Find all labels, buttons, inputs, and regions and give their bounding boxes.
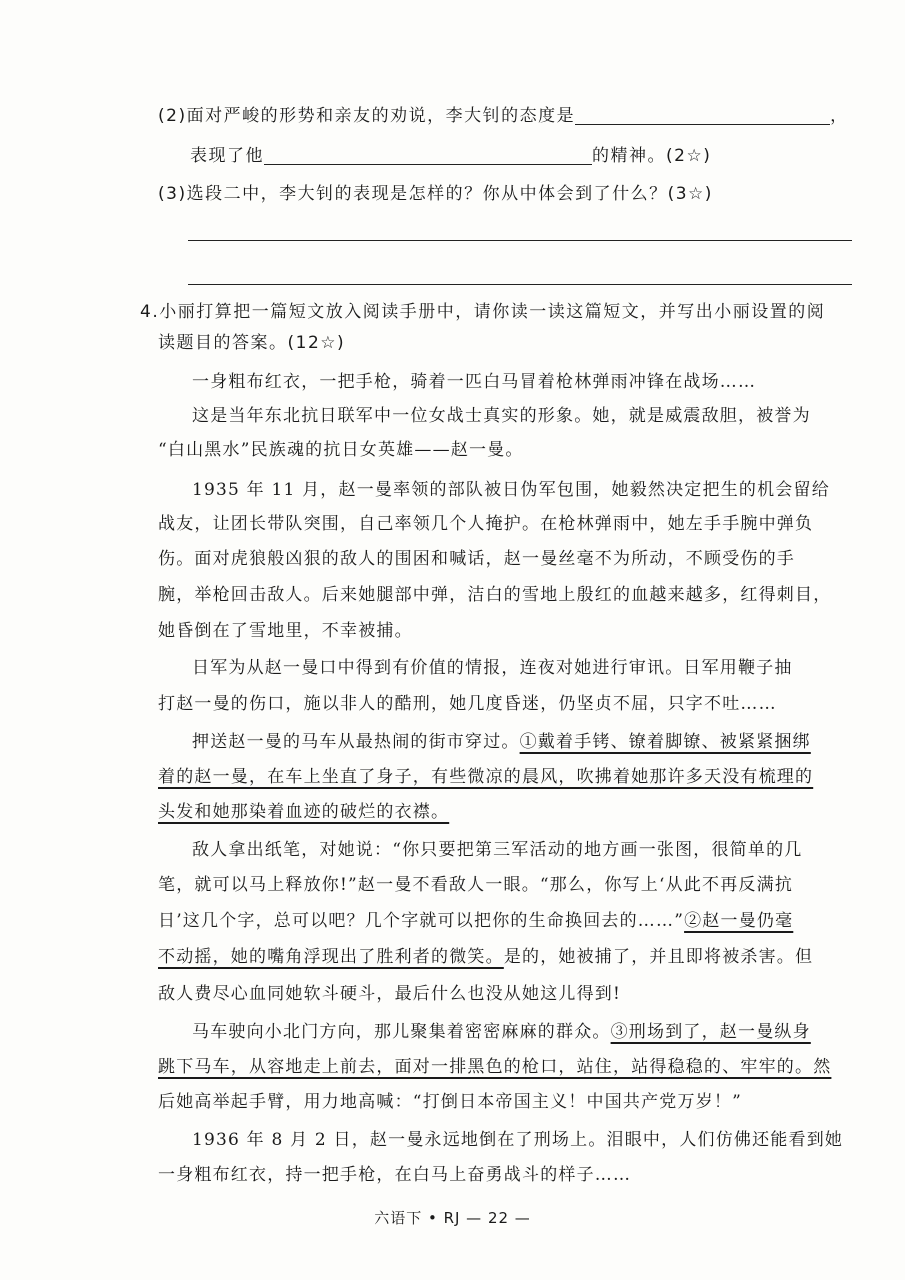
question-4-prompt-line-1: 4.小丽打算把一篇短文放入阅读手册中，请你读一读这篇短文，并写出小丽设置的阅 (140, 302, 826, 322)
underlined-sentence-3: ③刑场到了，赵一曼纵身 (610, 1022, 811, 1042)
passage-line: 一身粗布红衣，持一把手枪，在白马上奋勇战斗的样子…… (158, 1165, 632, 1185)
passage-line: 这是当年东北抗日联军中一位女战士真实的形象。她，就是威震敌胆，被誉为 (192, 406, 811, 426)
passage-line: 伤。面对虎狼般凶狠的敌人的围困和喊话，赵一曼丝毫不为所动，不顾受伤的手 (158, 549, 795, 569)
passage-line (192, 1020, 811, 1044)
page-footer: 六语下 • RJ — 22 — (374, 1209, 531, 1227)
question-2-text-3: 的精神。(2☆) (592, 146, 712, 166)
passage-line (192, 730, 811, 754)
underlined-sentence-1-end: 头发和她那染着血迹的破烂的衣襟。 (158, 802, 450, 822)
passage-line: 1935 年 11 月，赵一曼率领的部队被日伪军包围，她毅然决定把生的机会留给 (192, 480, 830, 500)
passage-line: 日军为从赵一曼口中得到有价值的情报，连夜对她进行审讯。日军用鞭子抽 (192, 658, 793, 678)
passage-line: 后她高举起手臂，用力地高喊：“打倒日本帝国主义！中国共产党万岁！” (158, 1092, 742, 1112)
underlined-sentence-3-cont: 跳下马车，从容地走上前去，面对一排黑色的枪口，站住，站得稳稳的、牢牢的。然 (158, 1057, 832, 1077)
passage-text: 是的，她被捕了，并且即将被杀害。但 (503, 947, 814, 967)
underlined-sentence-2: ②赵一曼仍毫 (684, 911, 794, 931)
question-2-text-2: 表现了他 (190, 146, 264, 166)
passage-line: 腕，举枪回击敌人。后来她腿部中弹，洁白的雪地上殷红的血越来越多，红得刺目， (158, 585, 832, 605)
underlined-sentence-2-cont: 不动摇，她的嘴角浮现出了胜利者的微笑。 (158, 947, 504, 967)
passage-line: 一身粗布红衣，一把手枪，骑着一匹白马冒着枪林弹雨冲锋在战场…… (192, 372, 757, 392)
answer-line-1[interactable] (188, 240, 852, 241)
passage-line: “白山黑水”民族魂的抗日女英雄——赵一曼。 (158, 440, 524, 460)
question-2-text: (2)面对严峻的形势和亲友的劝说，李大钊的态度是 (158, 106, 576, 126)
passage-line: 她昏倒在了雪地里，不幸被捕。 (158, 621, 413, 641)
answer-blank-attitude[interactable] (575, 104, 830, 125)
passage-line: 敌人费尽心血同她软斗硬斗，最后什么也没从她这儿得到! (158, 984, 622, 1004)
passage-line: 1936 年 8 月 2 日，赵一曼永远地倒在了刑场上。泪眼中，人们仿佛还能看到她 (192, 1130, 844, 1150)
passage-text: 马车驶向小北门方向，那儿聚集着密密麻麻的群众。 (192, 1022, 611, 1042)
question-3: (3)选段二中，李大钊的表现是怎样的？你从中体会到了什么？(3☆) (158, 184, 713, 204)
answer-blank-spirit[interactable] (264, 144, 592, 165)
question-4-prompt-line-2: 读题目的答案。(12☆) (158, 333, 346, 353)
passage-line: 打赵一曼的伤口，施以非人的酷刑，她几度昏迷，仍坚贞不屈，只字不吐…… (158, 694, 777, 714)
passage-text: 日’这几个字，总可以吧？几个字就可以把你的生命换回去的……” (158, 911, 685, 931)
underlined-sentence-1-cont: 着的赵一曼，在车上坐直了身子，有些微凉的晨风，吹拂着她那许多天没有梳理的 (158, 767, 814, 787)
comma: ， (830, 106, 849, 126)
question-2-line-2 (190, 144, 711, 168)
underlined-sentence-1: ①戴着手铐、镣着脚镣、被紧紧捆绑 (519, 732, 811, 752)
passage-line (158, 945, 813, 969)
passage-line: 敌人拿出纸笔，对她说：“你只要把第三军活动的地方画一张图，很简单的几 (192, 840, 803, 860)
passage-line: 笔，就可以马上释放你!”赵一曼不看敌人一眼。“那么，你写上‘从此不再反满抗 (158, 875, 794, 895)
answer-line-2[interactable] (188, 284, 852, 285)
passage-line (158, 909, 793, 933)
passage-line: 战友，让团长带队突围，自己率领几个人掩护。在枪林弹雨中，她左手手腕中弹负 (158, 514, 814, 534)
question-2-line-1 (158, 104, 849, 128)
passage-text: 押送赵一曼的马车从最热闹的街市穿过。 (192, 732, 520, 752)
